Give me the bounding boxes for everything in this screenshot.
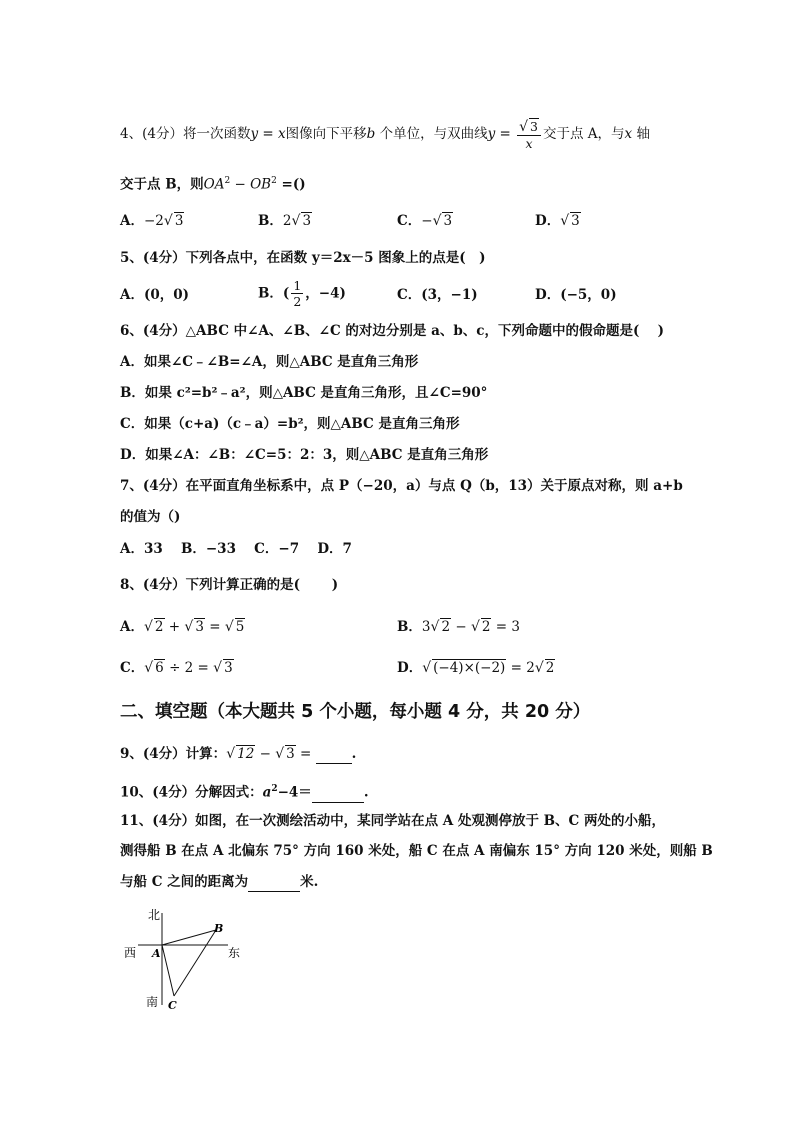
label-east: 东 (228, 946, 241, 960)
q6-option-d: D．如果∠A：∠B：∠C=5：2：3，则△ABC 是直角三角形 (120, 447, 489, 463)
q4-option-d: D．√ 3 (535, 213, 580, 229)
q11-answer-blank[interactable] (248, 877, 300, 892)
q10: 10、(4分）分解因式：$a^2-4=$ . (120, 784, 369, 801)
q11-line3: 与船 C 之间的距离为 米. (120, 874, 319, 890)
q4-option-c: C．−√ 3 (397, 213, 453, 229)
q9-answer-blank[interactable] (316, 749, 352, 764)
q6-option-b: B．如果 c²=b²﹣a²，则△ABC 是直角三角形，且∠C=90° (120, 385, 488, 401)
q5-option-c: C．(3，−1) (397, 287, 478, 303)
q9: 9、(4分）计算：√ 12 − √ 3 = . (120, 746, 357, 762)
q5-stem: 5、(4分）下列各点中，在函数 y＝2x－5 图象上的点是( ) (120, 250, 486, 266)
q11-line1: 11、(4分）如图，在一次测绘活动中，某同学站在点 A 处观测停放于 B、C 两处的小船， (120, 813, 665, 829)
q6-option-a: A．如果∠C﹣∠B=∠A，则△ABC 是直角三角形 (120, 354, 419, 370)
q4-line2: 交于点 B，则$OA^2 - OB^2$ =() (120, 176, 306, 193)
label-point-b: B (214, 922, 224, 935)
q7-stem-line2: 的值为（) (120, 509, 181, 525)
q8-option-d: D．√ (−4)×(−2) = 2√ 2 (397, 660, 555, 676)
label-north: 北 (148, 908, 161, 922)
compass-diagram (118, 905, 268, 1015)
label-point-c: C (168, 999, 177, 1012)
q6-stem: 6、(4分）△ABC 中∠A、∠B、∠C 的对边分别是 a、b、c，下列命题中的假命题是( ) (120, 323, 664, 339)
hyperbola-fraction: $\frac{√ 3}{x}$ (517, 118, 541, 151)
q6-option-c: C．如果（c+a)（c﹣a）=b²，则△ABC 是直角三角形 (120, 416, 460, 432)
q8-stem: 8、(4分）下列计算正确的是( ) (120, 577, 339, 593)
q8-option-c: C．√ 6 ÷ 2 = √ 3 (120, 660, 233, 676)
q10-answer-blank[interactable] (312, 788, 364, 803)
section-heading-fill-in: 二、填空题（本大题共 5 个小题，每小题 4 分，共 20 分） (120, 702, 591, 722)
q7-stem-line1: 7、(4分）在平面直角坐标系中，点 P（−20，a）与点 Q（b，13）关于原点对称，则 a+b (120, 478, 683, 494)
q4-option-b: B．2√ 3 (258, 213, 312, 229)
label-point-a: A (152, 947, 161, 960)
q5-option-b: B．( $\frac{1}{2}$ ，−4) (258, 278, 346, 309)
q5-option-d: D．(−5，0) (535, 287, 617, 303)
q11-line2: 测得船 B 在点 A 北偏东 75° 方向 160 米处，船 C 在点 A 南偏东 15° 方向 120 米处，则船 B (120, 843, 713, 859)
q8-option-a: A．√ 2 + √ 3 = √ 5 (120, 619, 245, 635)
q8-option-b: B．3√ 2 − √ 2 = 3 (397, 619, 520, 635)
label-west: 西 (124, 946, 137, 960)
segment-ac (162, 945, 174, 996)
label-south: 南 (146, 995, 159, 1009)
q4-line1: 4、(4分）将一次函数y = x图像向下平移b 个单位，与双曲线y = $\frac{√ 3}{x}$ 交于点 A，与x 轴 (120, 119, 650, 151)
q5-option-a: A．(0，0) (120, 287, 190, 303)
q4-option-a: A．−2√ 3 (120, 213, 184, 229)
q7-options: A．33 B．−33 C．−7 D．7 (120, 541, 352, 557)
